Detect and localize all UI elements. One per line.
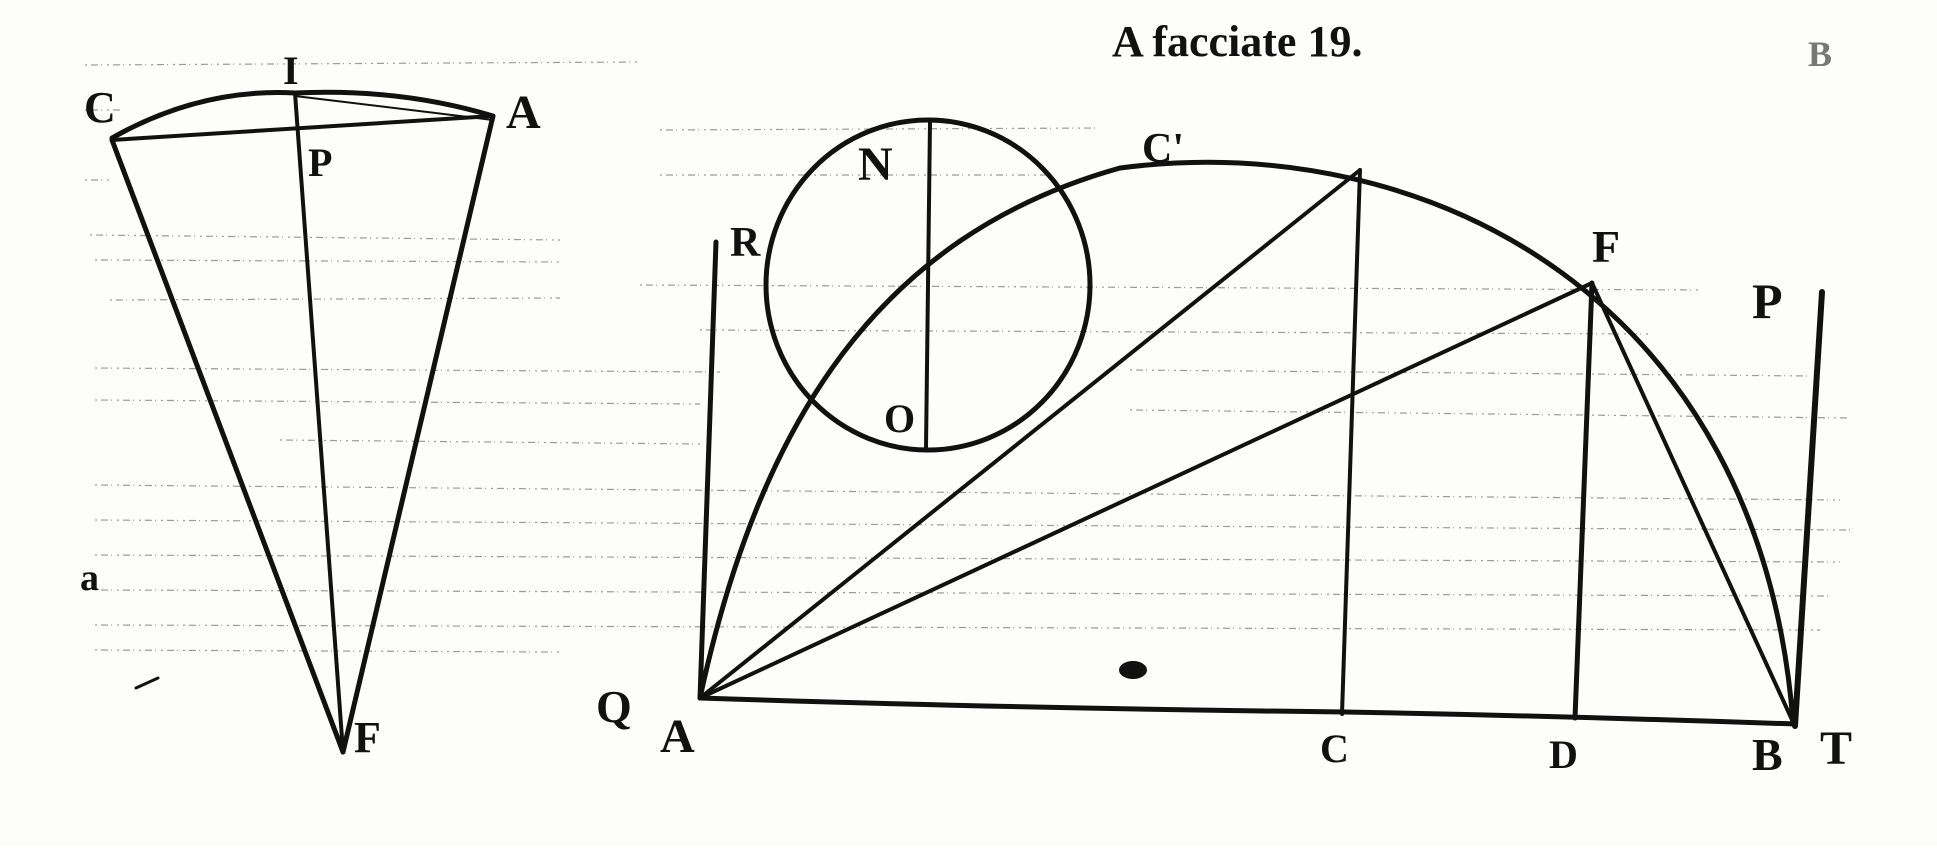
left-label-A: A [506, 86, 541, 139]
label-D: D [1549, 732, 1578, 777]
vertical-P-T [1795, 292, 1822, 726]
chord-A-top [700, 170, 1360, 698]
diameter-N-O [926, 122, 930, 448]
label-C: C [1320, 726, 1349, 771]
label-B: B [1752, 729, 1783, 780]
left-label-F: F [354, 713, 381, 762]
corner-mark: B [1808, 34, 1833, 74]
vertical-C [1342, 170, 1360, 714]
label-A: A [660, 710, 695, 763]
ink-blot [1119, 661, 1147, 679]
margin-stroke [136, 678, 158, 688]
baseline-A-B [700, 698, 1795, 724]
label-F: F [1592, 221, 1621, 272]
label-P: P [1752, 273, 1783, 329]
left-arc-C-I-A [112, 92, 493, 138]
page-caption: A facciate 19. [1112, 17, 1363, 66]
bleed-through-text [85, 62, 1850, 652]
vertical-R-A [700, 242, 716, 698]
label-Q: Q [596, 681, 632, 732]
left-cone-figure [80, 48, 541, 762]
label-O: O [884, 396, 916, 441]
chord-F-B [1592, 283, 1793, 722]
left-axis-I-F [295, 93, 343, 752]
label-T: T [1820, 722, 1853, 775]
label-R: R [730, 220, 761, 266]
vertical-F-D [1575, 283, 1592, 718]
right-figure [596, 120, 1852, 780]
left-chord-C-A [112, 116, 493, 140]
label-N: N [858, 138, 893, 191]
left-side-C-F [112, 140, 343, 752]
chord-A-F [700, 283, 1592, 698]
margin-mark: a [80, 557, 99, 599]
left-label-C: C [84, 83, 116, 132]
label-C-prime: C' [1142, 126, 1184, 172]
left-side-A-F [343, 116, 493, 752]
left-label-P: P [308, 140, 333, 185]
left-label-I: I [283, 48, 299, 93]
